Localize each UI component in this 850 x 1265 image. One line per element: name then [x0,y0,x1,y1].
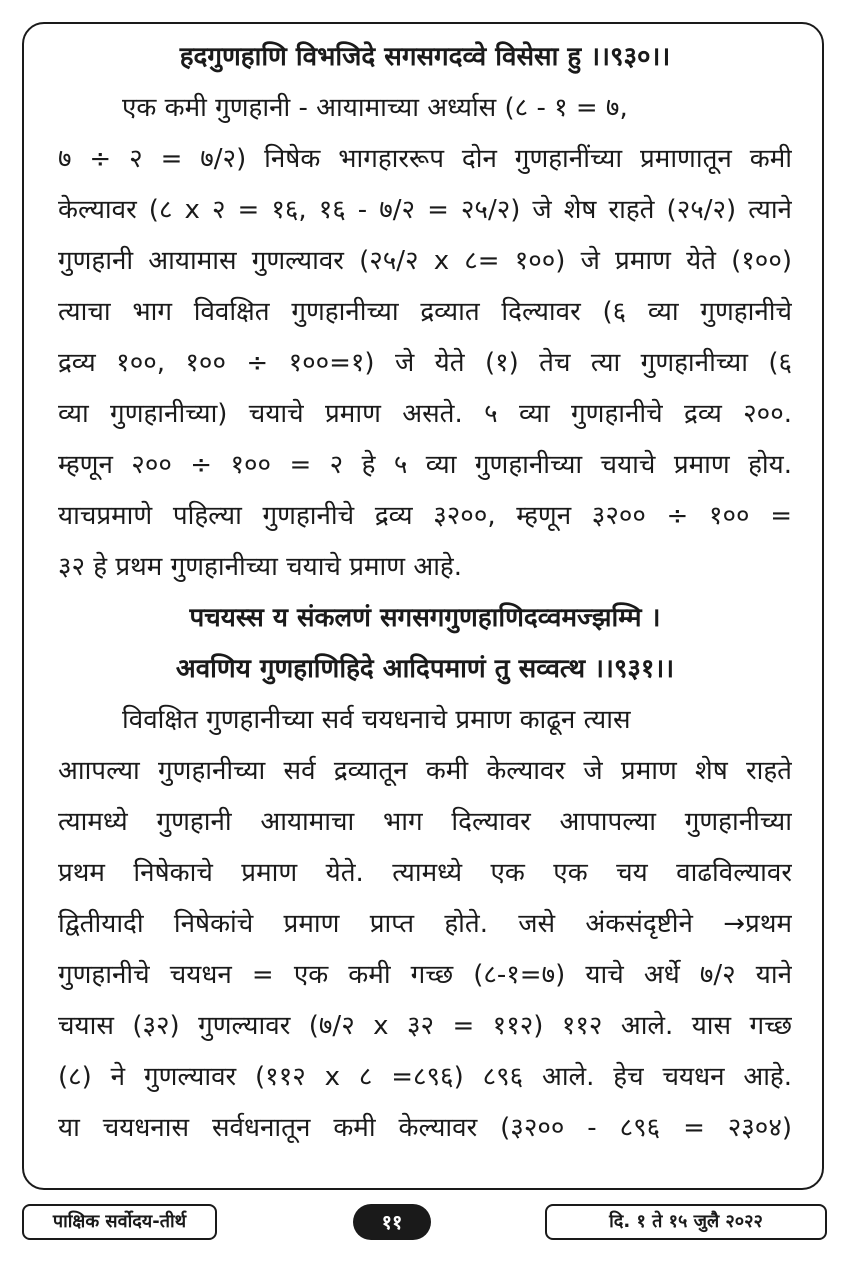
text-line: (८) ने गुणल्यावर (११२ x ८ =८९६) ८९६ आले. हेच चयधन आहे. [58,1062,792,1092]
issue-date-box: दि. १ ते १५ जुलै २०२२ [545,1204,827,1240]
text-line: या चयधनास सर्वधनातून कमी केल्यावर (३२०० - ८९६ = २३०४) [58,1113,792,1143]
text-line: विवक्षित गुणहानीच्या सर्व चयधनाचे प्रमाण काढून त्यास [122,705,631,735]
verse-931-line-2: अवणिय गुणहाणिहिदे आदिपमाणं तु सव्वत्थ ।।९३१।। [175,654,675,684]
text-line: त्याचा भाग विवक्षित गुणहानीच्या द्रव्यात दिल्यावर (६ व्या गुणहानीचे [58,297,792,327]
text-line: चयास (३२) गुणल्यावर (७/२ x ३२ = ११२) ११२ आले. यास गच्छ [58,1011,792,1041]
verse-930-line: हदगुणहाणि विभजिदे सगसगदव्वे विसेसा हु ।।९३०।। [179,42,671,72]
page-content [58,32,792,1154]
text-line: प्रथम निषेकाचे प्रमाण येते. त्यामध्ये एक एक चय वाढविल्यावर [58,858,792,888]
text-line: द्रव्य १००, १०० ÷ १००=१) जे येते (१) तेच त्या गुणहानीच्या (६ [58,348,792,378]
page-number-badge: ११ [353,1204,431,1240]
text-line: आापल्या गुणहानीच्या सर्व द्रव्यातून कमी केल्यावर जे प्रमाण शेष राहते [58,756,792,786]
text-line: गुणहानी आयामास गुणल्यावर (२५/२ x ८= १००) जे प्रमाण येते (१००) [58,246,792,276]
text-line: ३२ हे प्रथम गुणहानीच्या चयाचे प्रमाण आहे. [58,552,462,582]
verse-931-line-1: पचयस्स य संकलणं सगसगगुणहाणिदव्वमज्झम्मि । [189,603,661,633]
text-line: म्हणून २०० ÷ १०० = २ हे ५ व्या गुणहानीच्या चयाचे प्रमाण होय. [58,450,792,480]
text-line: त्यामध्ये गुणहानी आयामाचा भाग दिल्यावर आपापल्या गुणहानीच्या [58,807,792,837]
text-line: केल्यावर (८ x २ = १६, १६ - ७/२ = २५/२) जे शेष राहते (२५/२) त्याने [58,195,792,225]
text-line: याचप्रमाणे पहिल्या गुणहानीचे द्रव्य ३२००, म्हणून ३२०० ÷ १०० = [58,501,792,531]
text-line: एक कमी गुणहानी - आयामाच्या अर्ध्यास (८ - १ = ७, [122,93,628,123]
text-line: व्या गुणहानीच्या) चयाचे प्रमाण असते. ५ व्या गुणहानीचे द्रव्य २००. [58,399,792,429]
text-line: द्वितीयादी निषेकांचे प्रमाण प्राप्त होते. जसे अंकसंदृष्टीने →प्रथम [58,909,792,939]
text-line: ७ ÷ २ = ७/२) निषेक भागहाररूप दोन गुणहानींच्या प्रमाणातून कमी [58,144,792,174]
text-line: गुणहानीचे चयधन = एक कमी गच्छ (८-१=७) याचे अर्धे ७/२ याने [58,960,792,990]
magazine-name-box: पाक्षिक सर्वोदय-तीर्थ [22,1204,217,1240]
